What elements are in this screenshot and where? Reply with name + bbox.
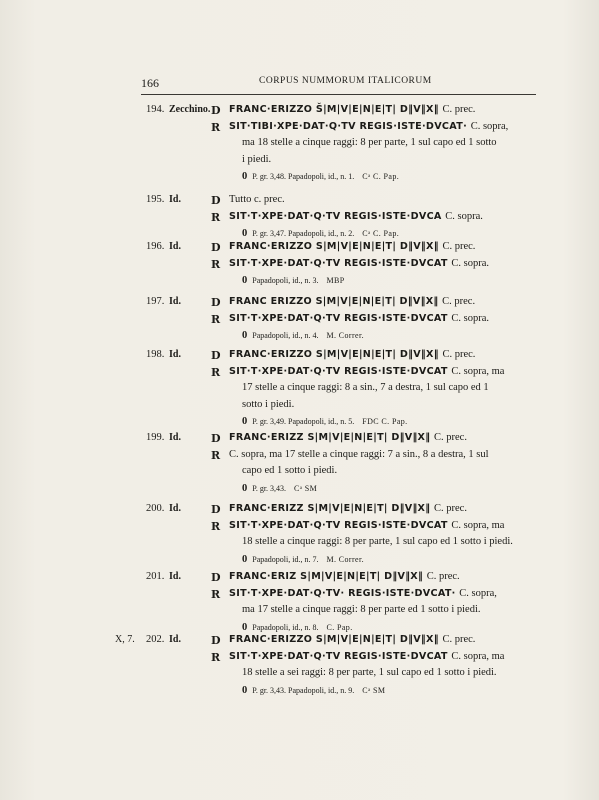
obverse-inscription: FRANC·ERIZZO S|M|V|E|N|E|T| D‖V‖X‖ bbox=[229, 241, 439, 252]
rarity-grade: 0 bbox=[242, 275, 248, 286]
obverse-description: C. prec. bbox=[442, 634, 476, 645]
header-rule bbox=[141, 94, 536, 95]
denomination: Id. bbox=[169, 432, 181, 443]
reverse-description: C. sopra. bbox=[445, 210, 483, 222]
reverse-inscription: SIT·T·XPE·DAT·Q·TV REGIS·ISTE·DVCAT bbox=[229, 257, 448, 269]
entry-number: 202. bbox=[146, 634, 165, 645]
obverse-legend bbox=[229, 104, 475, 115]
collection: M. Correr. bbox=[326, 554, 365, 564]
reverse-description: C. sopra, ma bbox=[451, 365, 505, 377]
description-line: sotto i piedi. bbox=[242, 398, 295, 410]
bibliography: P. gr. 3,43. bbox=[252, 483, 287, 493]
reverse-inscription: SIT·T·XPE·DAT·Q·TV REGIS·ISTE·DVCAT bbox=[229, 365, 448, 377]
denomination: Id. bbox=[169, 503, 181, 514]
reverse-legend bbox=[229, 313, 489, 324]
reverse-legend bbox=[229, 588, 497, 599]
obverse-legend bbox=[229, 432, 467, 443]
bibliography: P. gr. 3,48. Papadopoli, id., n. 1. bbox=[252, 172, 355, 181]
bibliography: P. gr. 3,43. Papadopoli, id., n. 9. bbox=[252, 685, 355, 695]
description-line: 17 stelle a cinque raggi: 8 a sin., 7 a destra, 1 sul capo ed 1 bbox=[242, 382, 489, 393]
collection: Cᵃ SM bbox=[362, 685, 386, 695]
obverse-inscription: FRANC·ERIZZ S|M|V|E|N|E|T| D‖V‖X‖ bbox=[229, 432, 431, 443]
reverse-description: C. sopra, ma bbox=[451, 519, 505, 531]
reverse-legend bbox=[229, 366, 504, 377]
denomination: Id. bbox=[169, 296, 181, 307]
rarity-grade: 0 bbox=[242, 553, 248, 565]
entry-number: 195. bbox=[146, 194, 165, 205]
rarity-grade: 0 bbox=[242, 684, 248, 696]
obverse-legend bbox=[229, 194, 285, 205]
entry-number: 201. bbox=[146, 571, 165, 582]
reference-line bbox=[242, 416, 408, 427]
reverse-legend bbox=[229, 520, 504, 531]
reference-line bbox=[242, 483, 317, 494]
reverse-legend bbox=[229, 449, 489, 460]
reverse-description: C. sopra, bbox=[470, 120, 509, 132]
reverse-description: C. sopra, ma bbox=[451, 650, 505, 662]
reverse-inscription: SIT·T·XPE·DAT·Q·TV REGIS·ISTE·DVCA bbox=[229, 210, 442, 222]
rarity-grade: 0 bbox=[242, 416, 248, 427]
obverse-legend bbox=[229, 349, 475, 360]
bibliography: Papadopoli, id., n. 8. bbox=[252, 622, 319, 632]
reverse-symbol: R bbox=[211, 519, 221, 533]
obverse-description: C. prec. bbox=[434, 503, 467, 514]
obverse-inscription: FRANC·ERIZZO Š|M|V|E|N|E|T| D‖V‖X‖ bbox=[229, 104, 439, 115]
reverse-symbol: R bbox=[211, 120, 221, 134]
denomination: Id. bbox=[169, 349, 181, 360]
reverse-description: C. sopra, bbox=[459, 587, 497, 599]
obverse-description: C. prec. bbox=[434, 432, 467, 443]
denomination: Id. bbox=[169, 194, 181, 205]
bibliography: Papadopoli, id., n. 4. bbox=[252, 331, 319, 340]
rarity-grade: 0 bbox=[242, 330, 248, 341]
rarity-grade: 0 bbox=[242, 621, 248, 633]
obverse-legend bbox=[229, 241, 475, 252]
obverse-legend bbox=[229, 503, 467, 514]
description-line: i piedi. bbox=[242, 153, 272, 165]
reverse-legend bbox=[229, 121, 508, 132]
rarity-grade: 0 bbox=[242, 228, 248, 239]
reference-line bbox=[242, 685, 385, 696]
reverse-description: C. sopra, ma 17 stelle a cinque raggi: 7 a sin., 8 a destra, 1 sul bbox=[229, 448, 489, 460]
collection: Cᵃ SM bbox=[294, 483, 318, 493]
entry-number: 194. bbox=[146, 104, 165, 115]
entry-number: 198. bbox=[146, 349, 165, 360]
obverse-symbol: D bbox=[211, 349, 221, 362]
collection: FDC C. Pap. bbox=[362, 417, 408, 426]
bibliography: P. gr. 3,49. Papadopoli, id., n. 5. bbox=[252, 417, 355, 426]
denomination: Id. bbox=[169, 634, 181, 645]
rarity-grade: 0 bbox=[242, 482, 248, 494]
reverse-symbol: R bbox=[211, 365, 221, 379]
obverse-symbol: D bbox=[211, 503, 221, 516]
denomination: Zecchino. bbox=[169, 104, 211, 115]
obverse-legend bbox=[229, 296, 475, 307]
reference-line bbox=[242, 622, 353, 633]
reverse-description: C. sopra. bbox=[451, 312, 490, 324]
entry-number: 200. bbox=[146, 503, 165, 514]
reverse-inscription: SIT·T·XPE·DAT·Q·TV· REGIS·ISTE·DVCAT· bbox=[229, 587, 456, 599]
bibliography: P. gr. 3,47. Papadopoli, id., n. 2. bbox=[252, 229, 355, 238]
entry-number: 199. bbox=[146, 432, 165, 443]
description-line: 18 stelle a cinque raggi: 8 per parte, 1 sul capo ed 1 sotto i piedi. bbox=[242, 536, 513, 547]
obverse-description: C. prec. bbox=[426, 571, 460, 582]
reverse-inscription: SIT·T·XPE·DAT·Q·TV REGIS·ISTE·DVCAT bbox=[229, 519, 448, 531]
entry-number: 196. bbox=[146, 241, 165, 252]
reverse-description: C. sopra. bbox=[451, 257, 490, 269]
reverse-inscription: SIT·T·XPE·DAT·Q·TV REGIS·ISTE·DVCAT bbox=[229, 312, 448, 324]
bibliography: Papadopoli, id., n. 7. bbox=[252, 554, 319, 564]
reverse-inscription: SIT·TIBI·XPE·DAT·Q·TV REGIS·ISTE·DVCAT· bbox=[229, 120, 468, 132]
obverse-description: C. prec. bbox=[442, 104, 476, 115]
description-line: ma 18 stelle a cinque raggi: 8 per parte, 1 sul capo ed 1 sotto bbox=[242, 137, 497, 148]
reverse-symbol: R bbox=[211, 650, 221, 664]
page-header bbox=[141, 72, 536, 90]
obverse-inscription: FRANC·ERIZZ S|M|V|E|N|E|T| D‖V‖X‖ bbox=[229, 503, 431, 514]
obverse-description: Tutto c. prec. bbox=[229, 194, 285, 205]
collection: Cᵃ C. Pap. bbox=[362, 229, 400, 238]
reverse-symbol: R bbox=[211, 587, 221, 601]
obverse-symbol: D bbox=[211, 241, 221, 254]
denomination: Id. bbox=[169, 241, 181, 252]
reference-line bbox=[242, 275, 345, 286]
reference-line bbox=[242, 228, 399, 239]
reference-line bbox=[242, 554, 364, 565]
obverse-symbol: D bbox=[211, 432, 221, 445]
description-line: ma 17 stelle a cinque raggi: 8 per parte ed 1 sotto i piedi. bbox=[242, 604, 481, 615]
collection: M. Correr. bbox=[326, 331, 365, 340]
obverse-symbol: D bbox=[211, 296, 221, 309]
obverse-inscription: FRANC·ERIZZO S|M|V|E|N|E|T| D‖V‖X‖ bbox=[229, 349, 439, 360]
obverse-symbol: D bbox=[211, 571, 221, 584]
plate-reference: X, 7. bbox=[115, 634, 135, 645]
reverse-symbol: R bbox=[211, 448, 221, 462]
obverse-legend bbox=[229, 571, 460, 582]
obverse-description: C. prec. bbox=[442, 349, 476, 360]
rarity-grade: 0 bbox=[242, 171, 248, 182]
page-number: 166 bbox=[141, 76, 159, 90]
reverse-legend bbox=[229, 258, 489, 269]
collection: MBP bbox=[326, 276, 345, 285]
reverse-symbol: R bbox=[211, 312, 221, 326]
bibliography: Papadopoli, id., n. 3. bbox=[252, 276, 319, 285]
reverse-legend bbox=[229, 651, 504, 662]
obverse-description: C. prec. bbox=[442, 296, 476, 307]
obverse-inscription: FRANC ERIZZO S|M|V|E|N|E|T| D‖V‖X‖ bbox=[229, 296, 439, 307]
obverse-inscription: FRANC·ERIZ S|M|V|E|N|E|T| D‖V‖X‖ bbox=[229, 571, 424, 582]
collection: Cᵃ C. Pap. bbox=[362, 172, 400, 181]
entry-number: 197. bbox=[146, 296, 165, 307]
reverse-legend bbox=[229, 211, 483, 222]
obverse-inscription: FRANC·ERIZZO S|M|V|E|N|E|T| D‖V‖X‖ bbox=[229, 634, 439, 645]
obverse-symbol: D bbox=[211, 194, 221, 207]
reference-line bbox=[242, 171, 399, 182]
description-line: 18 stelle a sei raggi: 8 per parte, 1 sul capo ed 1 sotto i piedi. bbox=[242, 667, 497, 678]
running-title: CORPUS NUMMORUM ITALICORUM bbox=[259, 76, 432, 86]
reverse-symbol: R bbox=[211, 210, 221, 224]
reference-line bbox=[242, 330, 364, 341]
obverse-symbol: D bbox=[211, 104, 221, 117]
reverse-inscription: SIT·T·XPE·DAT·Q·TV REGIS·ISTE·DVCAT bbox=[229, 650, 448, 662]
collection: C. Pap. bbox=[326, 622, 353, 632]
obverse-description: C. prec. bbox=[442, 241, 476, 252]
description-line: capo ed 1 sotto i piedi. bbox=[242, 465, 338, 476]
obverse-symbol: D bbox=[211, 634, 221, 647]
obverse-legend bbox=[229, 634, 475, 645]
denomination: Id. bbox=[169, 571, 181, 582]
reverse-symbol: R bbox=[211, 257, 221, 271]
